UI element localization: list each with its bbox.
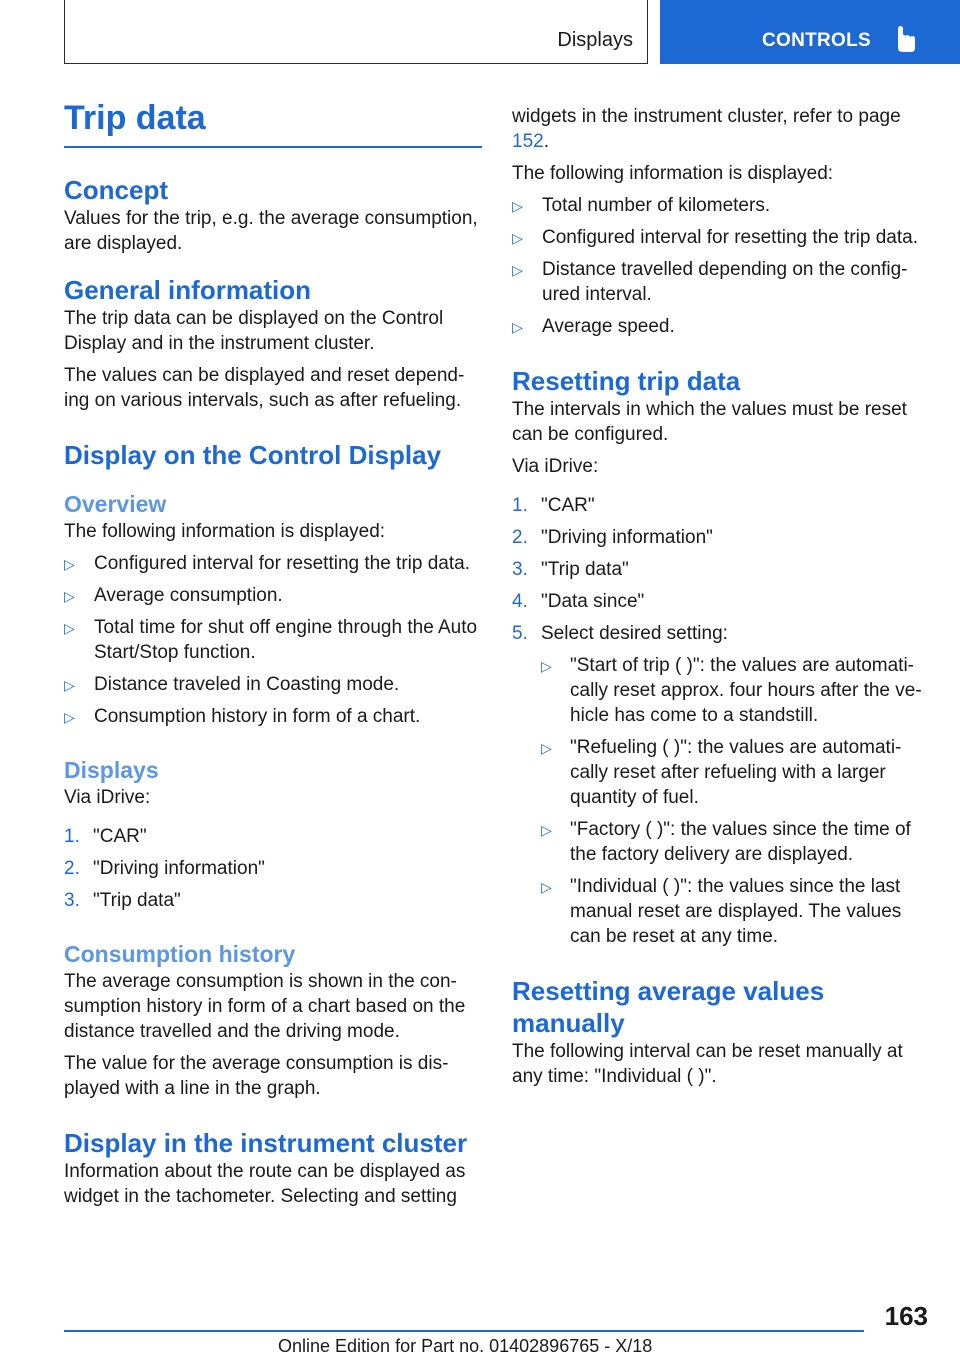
footer-rule: [64, 1330, 864, 1332]
reset-steps: [512, 493, 926, 949]
list-item: ▷ Distance traveled in Coasting mode.: [64, 672, 482, 697]
right-column: [512, 104, 926, 1089]
displays-steps: [64, 824, 482, 913]
settings-list: [541, 653, 926, 949]
list-item: ▷ Total number of kilometers.: [512, 193, 926, 218]
list-item: 4. "Data since": [512, 591, 645, 612]
list-item: ▷ Distance travelled depending on the config‐ured interval.: [512, 259, 908, 305]
list-item: ▷ "Individual ( )": the values since the last manual reset are displayed. The values can be reset at any time.: [541, 876, 902, 947]
list-item: 5. Select desired setting: ▷ "Start of trip ( )": the values are automati‐cally reset approx. four hours after the ve‐hicle has come to a standstill. ▷ "Refueling ( )": the values are automati‐cally reset after refueling with a larger quantity of fuel. ▷ "Factory ( )": the values since the time of the factory delivery are displayed. ▷ "Individual ( )": the values since the last manual reset are displayed. The values can be reset at any time.: [512, 621, 926, 949]
header-section-title: Displays: [557, 29, 633, 51]
header-chapter-title: CONTROLS: [762, 30, 872, 51]
triangle-bullet-icon: ▷: [512, 319, 523, 335]
general-information-heading: General information: [64, 275, 312, 305]
reset-paragraph: The intervals in which the values must be reset can be configured.: [512, 399, 907, 445]
list-item: ▷ Average consumption.: [64, 583, 482, 608]
triangle-bullet-icon: ▷: [64, 677, 75, 693]
reset-via-paragraph: Via iDrive:: [512, 456, 599, 477]
list-item: ▷ Consumption history in form of a chart.: [64, 704, 482, 729]
info-paragraph: The following information is displayed:: [512, 163, 834, 184]
general-paragraph-1: The trip data can be displayed on the Control Display and in the instrument cluster.: [64, 308, 444, 354]
triangle-bullet-icon: ▷: [512, 198, 523, 214]
overview-list: [64, 551, 482, 729]
overview-heading: Overview: [64, 491, 167, 517]
triangle-bullet-icon: ▷: [64, 709, 75, 725]
list-item: ▷ Configured interval for resetting the trip data.: [512, 225, 926, 250]
list-item: 3. "Trip data": [64, 890, 181, 911]
footer-text: Online Edition for Part no. 01402896765 - X/18: [278, 1336, 653, 1356]
control-display-heading: Display on the Control Display: [64, 440, 442, 470]
history-paragraph-2: The value for the average consumption is dis‐played with a line in the graph.: [64, 1053, 449, 1099]
triangle-bullet-icon: ▷: [512, 230, 523, 246]
info-list: [512, 193, 926, 339]
header-chapter-tab[interactable]: [660, 0, 960, 64]
list-item: ▷ Total time for shut off engine through the Auto Start/Stop function.: [64, 617, 478, 663]
history-paragraph-1: The average consumption is shown in the con‐sumption history in form of a chart based on the distance travelled and the driving mode.: [64, 971, 466, 1042]
concept-paragraph: Values for the trip, e.g. the average consumption, are displayed.: [64, 208, 478, 254]
triangle-bullet-icon: ▷: [64, 620, 75, 636]
list-item: 2. "Driving information": [64, 858, 265, 879]
list-item: 1. "CAR": [512, 495, 595, 516]
pointing-hand-icon: [894, 24, 918, 54]
resetting-average-values-heading: Resetting average values manually: [512, 976, 825, 1038]
list-item: 3. "Trip data": [512, 559, 629, 580]
displays-heading: Displays: [64, 757, 159, 783]
page-title: Trip data: [64, 96, 482, 148]
list-item: 1. "CAR": [64, 826, 147, 847]
general-paragraph-2: The values can be displayed and reset depend‐ing on various intervals, such as after refueling.: [64, 365, 465, 411]
resetting-trip-data-heading: Resetting trip data: [512, 366, 741, 396]
header-section-box: [64, 0, 648, 64]
displays-paragraph: Via iDrive:: [64, 787, 151, 808]
instrument-cluster-paragraph: Information about the route can be displayed as widget in the tachometer. Selecting and setting: [64, 1161, 466, 1207]
page-number: 163: [884, 1301, 928, 1331]
triangle-bullet-icon: ▷: [541, 658, 552, 674]
list-item: ▷ Average speed.: [512, 314, 926, 339]
instrument-cluster-heading: Display in the instrument cluster: [64, 1128, 468, 1158]
triangle-bullet-icon: ▷: [541, 740, 552, 756]
continued-paragraph: widgets in the instrument cluster, refer to page 152.: [512, 106, 901, 152]
page-link[interactable]: 152: [512, 131, 544, 152]
triangle-bullet-icon: ▷: [541, 822, 552, 838]
list-item: ▷ "Refueling ( )": the values are automati‐cally reset after refueling with a larger quantity of fuel.: [541, 737, 902, 808]
triangle-bullet-icon: ▷: [512, 262, 523, 278]
triangle-bullet-icon: ▷: [64, 556, 75, 572]
concept-heading: Concept: [64, 175, 168, 205]
triangle-bullet-icon: ▷: [541, 879, 552, 895]
overview-paragraph: The following information is displayed:: [64, 521, 386, 542]
list-item: ▷ Configured interval for resetting the trip data.: [64, 551, 482, 576]
left-column: [64, 96, 482, 1209]
list-item: ▷ "Start of trip ( )": the values are automati‐cally reset approx. four hours after the ve‐hicle has come to a standstill.: [541, 655, 922, 726]
list-item: ▷ "Factory ( )": the values since the time of the factory delivery are displayed.: [541, 819, 911, 865]
list-item: 2. "Driving information": [512, 527, 713, 548]
average-paragraph: The following interval can be reset manually at any time: "Individual ( )".: [512, 1041, 903, 1087]
consumption-history-heading: Consumption history: [64, 941, 296, 967]
triangle-bullet-icon: ▷: [64, 588, 75, 604]
